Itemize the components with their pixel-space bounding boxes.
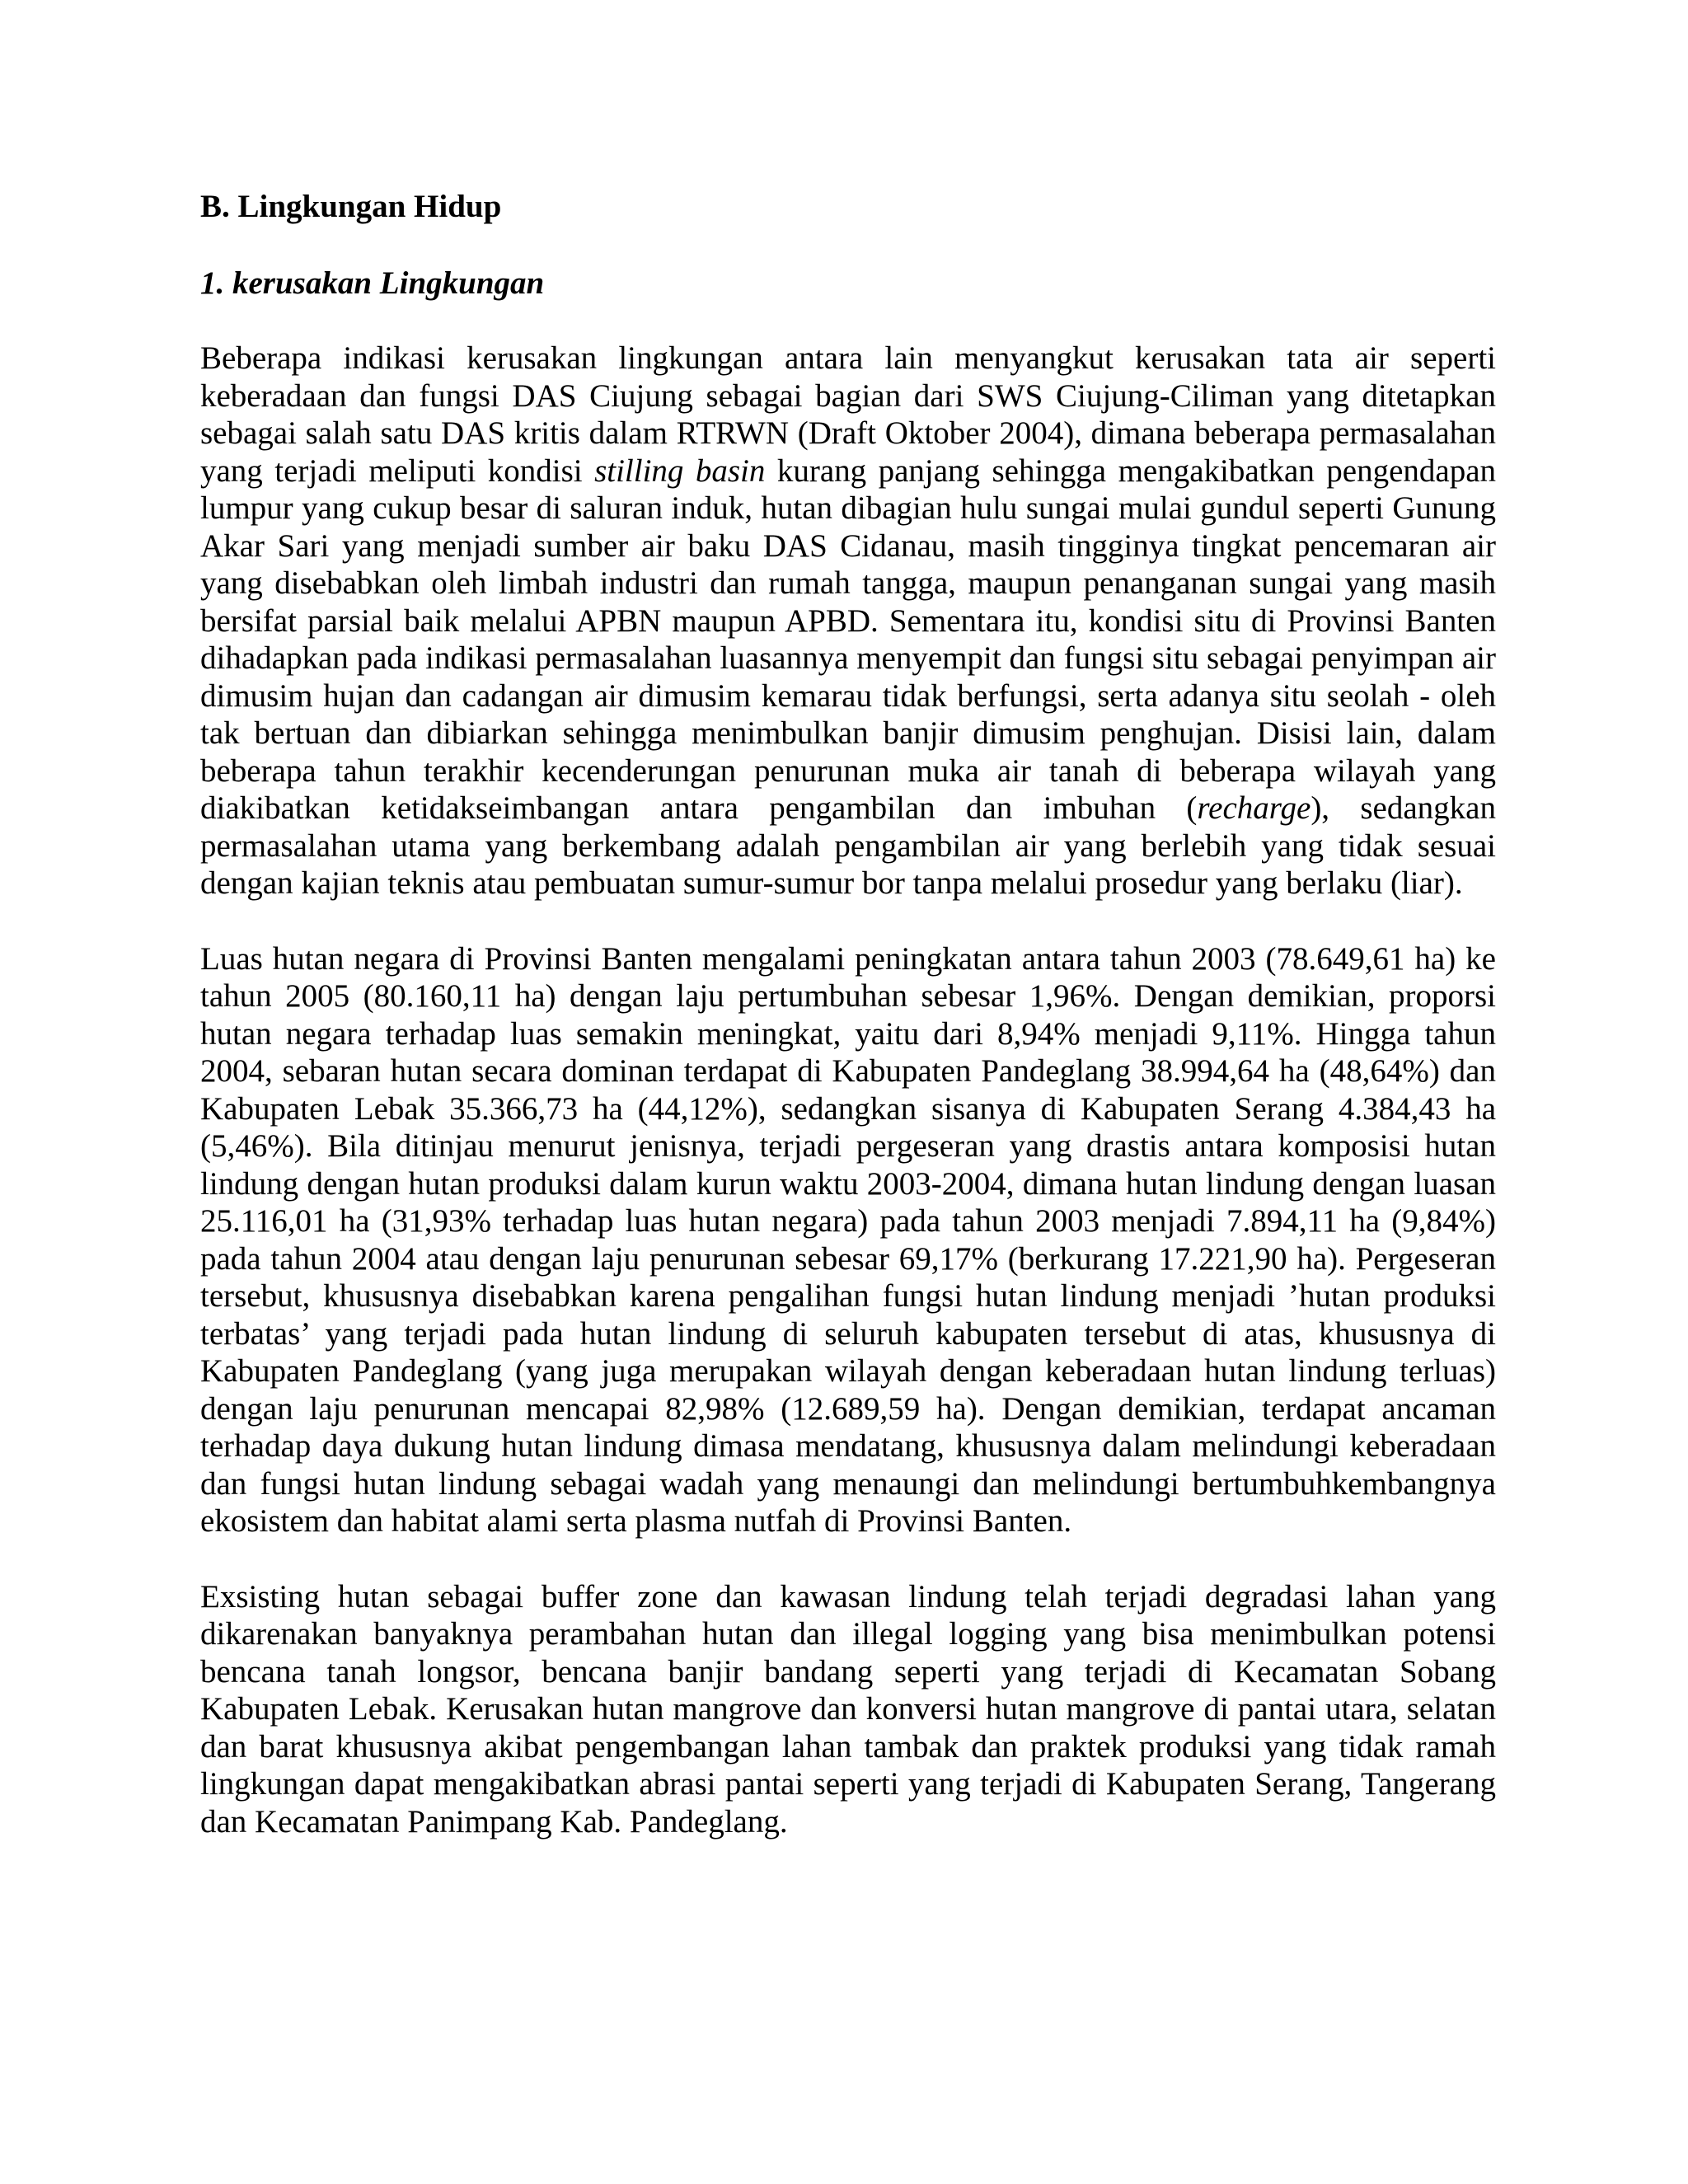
document-page [200, 188, 1496, 1878]
section-heading: B. Lingkungan Hidup [200, 189, 502, 224]
paragraph-text: kurang panjang sehingga mengakibatkan pengendapan lumpur yang cukup besar di saluran induk, hutan dibagian hulu sungai mulai gundul seperti Gunung Akar Sari yang menjadi sumber air baku DAS Cidanau, masih tingginya tingkat pencemaran air yang disebabkan oleh limbah industri dan rumah tangga, maupun penanganan sungai yang masih bersifat parsial baik melalui APBN maupun APBD. Sementara itu, kondisi situ di Provinsi Banten dihadapkan pada indikasi permasalahan luasannya menyempit dan fungsi situ sebagai penyimpan air dimusim hujan dan cadangan air dimusim kemarau tidak berfungsi, serta adanya situ seolah - oleh tak bertuan dan dibiarkan sehingga menimbulkan banjir dimusim penghujan. Disisi lain, dalam beberapa tahun terakhir kecenderungan penurunan muka air tanah di beberapa wilayah yang diakibatkan ketidakseimbangan antara pengambilan dan imbuhan ( [200, 452, 1497, 826]
italic-term: stilling basin [594, 452, 766, 489]
paragraph-text: Beberapa indikasi kerusakan lingkungan antara lain menyangkut kerusakan tata air seperti keberadaan dan fungsi DAS Ciujung sebagai bagian dari SWS Ciujung-Ciliman yang ditetapkan sebagai salah satu DAS kritis dalam RTRWN (Draft Oktober 2004), dimana beberapa permasalahan yang terjadi meliputi kondisi [200, 340, 1496, 489]
paragraph-forest-degradation: Exsisting hutan sebagai buffer zone dan kawasan lindung telah terjadi degradasi lahan yang dikarenakan banyaknya perambahan hutan dan illegal logging yang bisa menimbulkan potensi bencana tanah longsor, bencana banjir bandang seperti yang terjadi di Kecamatan Sobang Kabupaten Lebak. Kerusakan hutan mangrove dan konversi hutan mangrove di pantai utara, selatan dan barat khususnya akibat pengembangan lahan tambak dan praktek produksi yang tidak ramah lingkungan dapat mengakibatkan abrasi pantai seperti yang terjadi di Kabupaten Serang, Tangerang dan Kecamatan Panimpang Kab. Pandeglang. [200, 1578, 1496, 1840]
italic-term: recharge [1197, 790, 1311, 826]
paragraph-text: ), sedangkan permasalahan utama yang berkembang adalah pengambilan air yang berlebih yang tidak sesuai dengan kajian teknis atau pembuatan sumur-sumur bor tanpa melalui prosedur yang berlaku (liar). [200, 790, 1496, 901]
subsection-heading: 1. kerusakan Lingkungan [200, 265, 545, 301]
paragraph-water-damage [200, 340, 1496, 902]
paragraph-forest-area: Luas hutan negara di Provinsi Banten mengalami peningkatan antara tahun 2003 (78.649,61 ha) ke tahun 2005 (80.160,11 ha) dengan laju pertumbuhan sebesar 1,96%. Dengan demikian, proporsi hutan negara terhadap luas semakin meningkat, yaitu dari 8,94% menjadi 9,11%. Hingga tahun 2004, sebaran hutan secara dominan terdapat di Kabupaten Pandeglang 38.994,64 ha (48,64%) dan Kabupaten Lebak 35.366,73 ha (44,12%), sedangkan sisanya di Kabupaten Serang 4.384,43 ha (5,46%). Bila ditinjau menurut jenisnya, terjadi pergeseran yang drastis antara komposisi hutan lindung dengan hutan produksi dalam kurun waktu 2003-2004, dimana hutan lindung dengan luasan 25.116,01 ha (31,93% terhadap luas hutan negara) pada tahun 2003 menjadi 7.894,11 ha (9,84%) pada tahun 2004 atau dengan laju penurunan sebesar 69,17% (berkurang 17.221,90 ha). Pergeseran tersebut, khususnya disebabkan karena pengalihan fungsi hutan lindung menjadi ’hutan produksi terbatas’ yang terjadi pada hutan lindung di seluruh kabupaten tersebut di atas, khususnya di Kabupaten Pandeglang (yang juga merupakan wilayah dengan keberadaan hutan lindung terluas) dengan laju penurunan mencapai 82,98% (12.689,59 ha). Dengan demikian, terdapat ancaman terhadap daya dukung hutan lindung dimasa mendatang, khususnya dalam melindungi keberadaan dan fungsi hutan lindung sebagai wadah yang menaungi dan melindungi bertumbuhkembangnya ekosistem dan habitat alami serta plasma nutfah di Provinsi Banten. [200, 940, 1496, 1539]
